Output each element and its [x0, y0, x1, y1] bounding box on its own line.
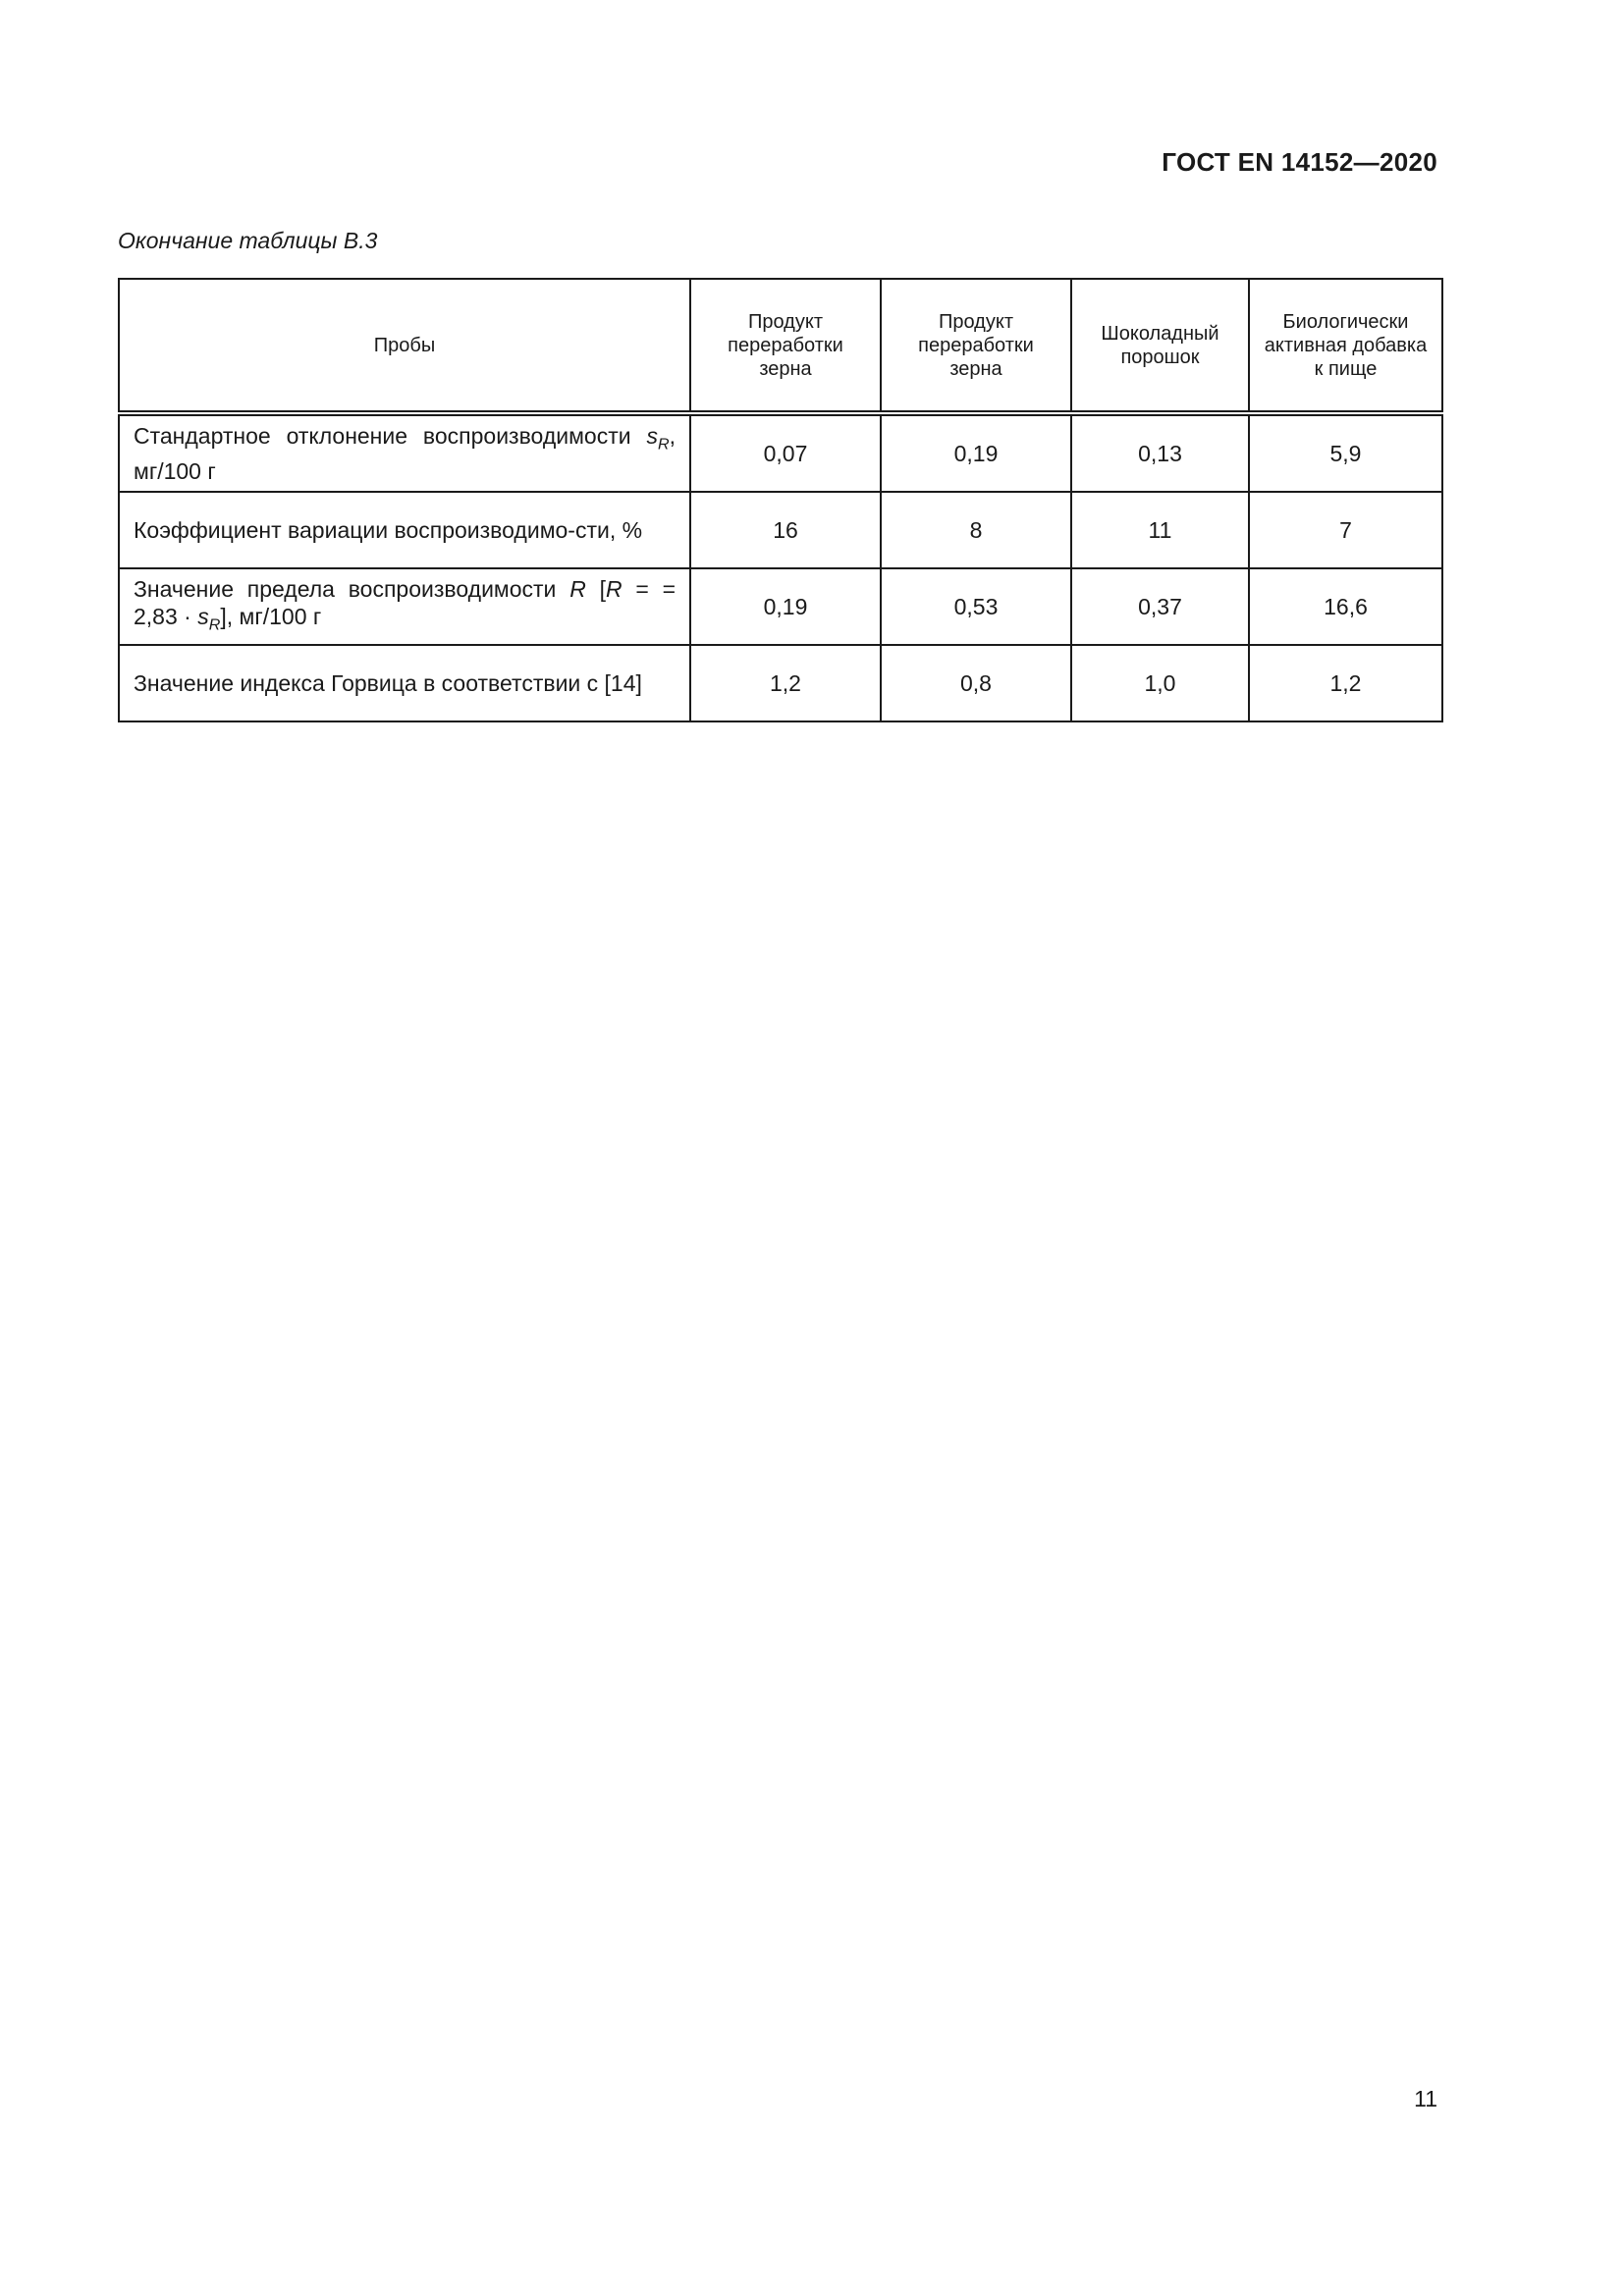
table-cell: 11: [1071, 492, 1249, 568]
column-header-dietary-supplement: Биологически активная добавка к пище: [1249, 279, 1442, 413]
table-cell: 8: [881, 492, 1071, 568]
row-label-reproducibility-limit: Значение предела воспроизводимости R [R = = $2,83 \cdot s_R$], мг/100 г: [119, 568, 690, 645]
column-header-grain-product-1: Продукт переработки зерна: [690, 279, 881, 413]
table-row: [119, 568, 1442, 645]
table-cell: 5,9: [1249, 413, 1442, 492]
table-header-row: [119, 279, 1442, 413]
table-row: [119, 492, 1442, 568]
page-number: 11: [1414, 2086, 1437, 2111]
table-cell: 1,2: [1249, 645, 1442, 721]
table-cell: 0,19: [881, 413, 1071, 492]
row-label-variation-coefficient: Коэффициент вариации воспроизводимо-сти, %: [119, 492, 690, 568]
table-row: [119, 413, 1442, 492]
column-header-samples: Пробы: [119, 279, 690, 413]
table-cell: 16: [690, 492, 881, 568]
results-table: [118, 278, 1443, 722]
row-label-horwitz-index: Значение индекса Горвица в соответствии с [14]: [119, 645, 690, 721]
table-cell: 0,8: [881, 645, 1071, 721]
table-cell: 1,2: [690, 645, 881, 721]
table-row: [119, 645, 1442, 721]
column-header-chocolate-powder: Шоколадный порошок: [1071, 279, 1249, 413]
table-cell: 0,07: [690, 413, 881, 492]
table-cell: 0,19: [690, 568, 881, 645]
document-code: ГОСТ EN 14152—2020: [1162, 147, 1437, 177]
table-cell: 1,0: [1071, 645, 1249, 721]
column-header-grain-product-2: Продукт переработки зерна: [881, 279, 1071, 413]
table-cell: 7: [1249, 492, 1442, 568]
row-label-reproducibility-sd: Стандартное отклонение воспроизводимости $s_R$, мг/100 г: [119, 413, 690, 492]
table-cell: 0,13: [1071, 413, 1249, 492]
table-caption: Окончание таблицы В.3: [118, 228, 378, 253]
table-cell: 0,53: [881, 568, 1071, 645]
table-cell: 0,37: [1071, 568, 1249, 645]
table-cell: 16,6: [1249, 568, 1442, 645]
